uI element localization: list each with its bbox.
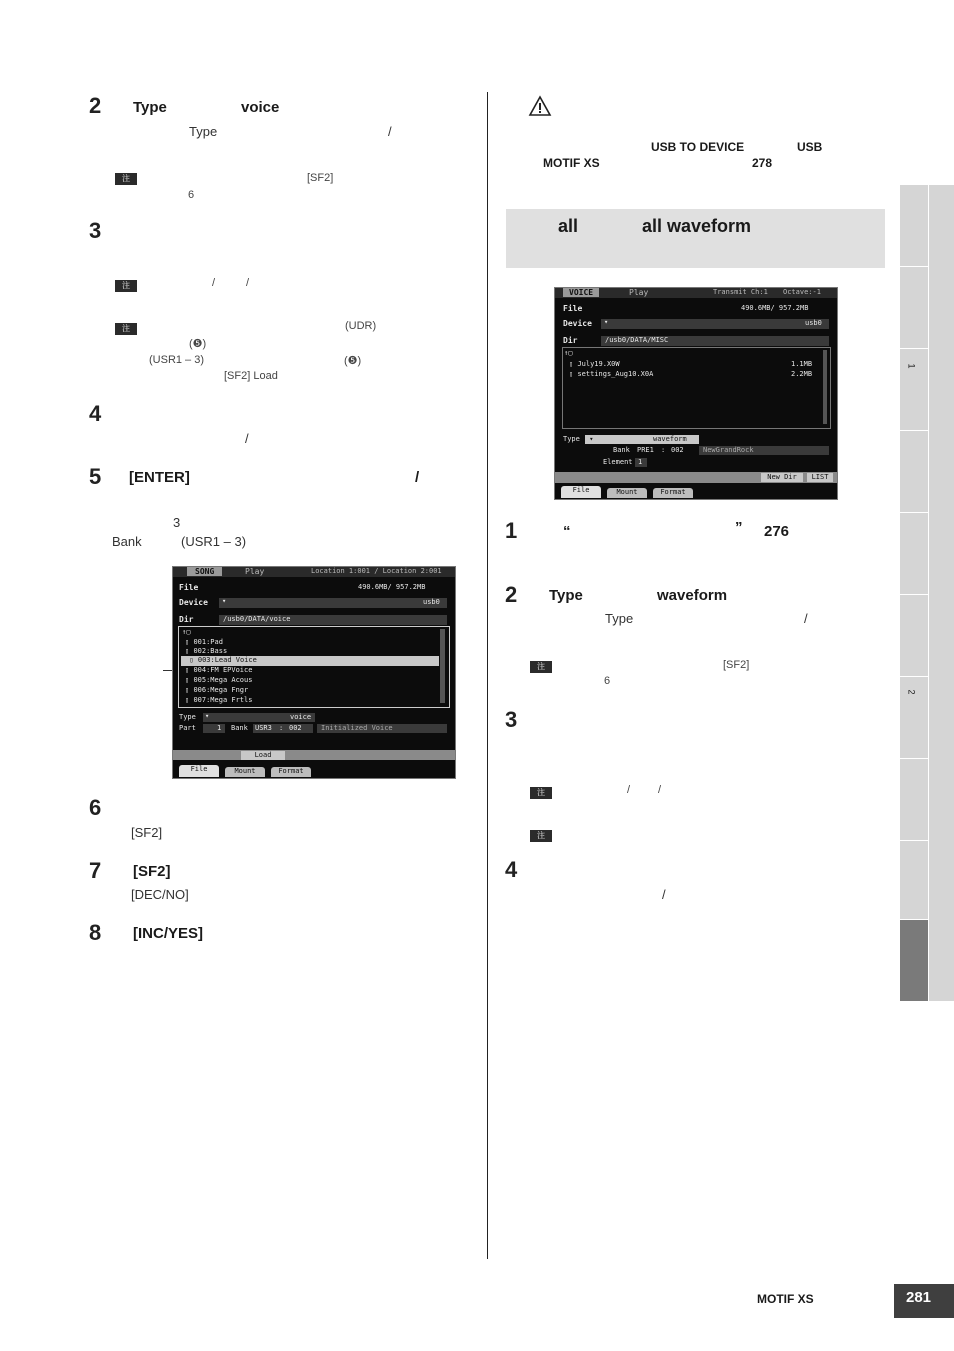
element-value: 1	[638, 458, 643, 466]
type-select[interactable]: ▾	[585, 435, 699, 444]
mode-label: VOICE	[563, 288, 599, 297]
list-item[interactable]: ▯ 001:Pad	[185, 638, 223, 646]
device-select[interactable]	[601, 319, 829, 329]
scrollbar[interactable]	[823, 350, 827, 424]
body-text: /	[388, 124, 392, 139]
list-button[interactable]: LIST	[807, 473, 833, 482]
note-text: (❺)	[344, 355, 362, 367]
location-label: Location 1:001 / Location 2:001	[311, 567, 442, 575]
part-field[interactable]	[203, 724, 225, 733]
dir-value: /usb0/DATA/MISC	[605, 336, 669, 344]
note-text: [SF2]	[307, 172, 334, 184]
note-icon: 注	[115, 323, 137, 335]
sidebar-tab-active[interactable]	[900, 920, 928, 1002]
body-text: /	[415, 469, 420, 486]
bank-label: Bank	[231, 724, 248, 732]
caution-text: MOTIF XS	[543, 156, 600, 170]
sidebar-tab-1[interactable]	[900, 349, 928, 431]
list-item[interactable]: ▯ 002:Bass	[185, 647, 228, 655]
step-number: 2	[89, 93, 102, 118]
tab-mount[interactable]: Mount	[225, 767, 265, 777]
play-label: Play	[629, 288, 649, 297]
page-number-box	[894, 1284, 954, 1318]
footer-brand: MOTIF XS	[757, 1292, 814, 1306]
note-text: /	[212, 277, 216, 289]
note-text: /	[658, 784, 662, 796]
step-number: 1	[505, 518, 518, 543]
tab-file[interactable]: File	[561, 486, 601, 498]
step-number: 2	[505, 582, 518, 607]
list-item[interactable]: ▯ 007:Mega Frtls	[185, 696, 253, 704]
body-text: Bank	[112, 534, 142, 549]
caution-page-ref: 278	[752, 156, 773, 170]
section-title-waveform: all waveform	[642, 216, 752, 236]
memory-readout: 490.6MB/ 957.2MB	[358, 583, 426, 591]
list-item[interactable]: ▯ 006:Mega Fngr	[185, 686, 249, 694]
sidebar-label: 1	[906, 363, 917, 369]
type-value: voice	[290, 713, 312, 721]
octave-label: Octave:-1	[783, 288, 821, 296]
sidebar-tab-2[interactable]	[900, 677, 928, 759]
list-item[interactable]: ▯ settings_Aug10.X0A	[569, 370, 654, 378]
step-number: 3	[505, 707, 518, 732]
sidebar-tab[interactable]	[900, 185, 928, 267]
bank-number: 002	[671, 446, 684, 454]
sidebar-label: 2	[906, 689, 917, 695]
key-label-sf2: [SF2]	[133, 863, 171, 880]
note-icon: 注	[115, 173, 137, 185]
note-text: /	[627, 784, 631, 796]
page-ref: 276	[764, 523, 790, 540]
caution-text: USB TO DEVICE	[651, 140, 745, 154]
part-value: 1	[217, 724, 222, 732]
file-label: File	[563, 304, 583, 313]
key-label-incyes: [INC/YES]	[133, 925, 204, 942]
voice-name: NewGrandRock	[703, 446, 754, 454]
scrollbar[interactable]	[440, 629, 445, 703]
column-divider	[487, 92, 488, 1259]
caution-text: USB	[797, 140, 823, 154]
device-select[interactable]	[219, 598, 447, 608]
up-folder-icon[interactable]: ↑▢	[182, 628, 191, 636]
element-label: Element	[603, 458, 633, 466]
new-dir-button[interactable]: New Dir	[761, 473, 803, 482]
sidebar-tab[interactable]	[900, 595, 928, 677]
list-item-selected[interactable]: ▯ 003:Lead Voice	[181, 656, 439, 666]
sidebar-tab[interactable]	[900, 431, 928, 513]
list-item[interactable]: ▯ July19.X0W	[569, 360, 620, 368]
type-value: waveform	[653, 435, 687, 443]
note-icon: 注	[530, 661, 552, 673]
type-label: Type	[563, 435, 580, 443]
body-text: (USR1 – 3)	[181, 534, 247, 549]
sidebar-strip	[929, 185, 954, 1001]
dir-value: /usb0/DATA/voice	[223, 615, 291, 623]
lcd-screen-voice: VOICE Play Transmit Ch:1 Octave:-1 File 490.6MB/ 957.2MB Device ▾ usb0 Dir /usb0/DATA/MISC ↑▢ ▯ July19.X0W 1.1MB ▯ settings_Aug10.X0A 2.2MB Type ▾ waveform Bank PRE1 : 002 NewGrandRock Element 1 New Dir LIST File Mount Format	[554, 287, 838, 500]
sidebar-tab[interactable]	[900, 513, 928, 595]
step-heading-waveform: waveform	[657, 587, 728, 604]
note-text: (UDR)	[345, 320, 377, 332]
body-text: 3	[173, 515, 181, 530]
step-number: 4	[505, 857, 518, 882]
body-text: /	[804, 611, 808, 626]
body-text: Type	[605, 611, 634, 626]
key-label-enter: [ENTER]	[129, 469, 190, 486]
device-label: Device	[179, 598, 208, 607]
file-label: File	[179, 583, 199, 592]
device-label: Device	[563, 319, 592, 328]
quote-mark: ”	[735, 519, 743, 536]
note-text: [SF2]	[723, 659, 750, 671]
tab-mount[interactable]: Mount	[607, 488, 647, 498]
list-item[interactable]: ▯ 005:Mega Acous	[185, 676, 253, 684]
load-button[interactable]: Load	[241, 751, 285, 760]
mode-label: SONG	[187, 567, 222, 576]
note-text: (USR1 – 3)	[149, 354, 205, 366]
section-title-all: all	[558, 216, 579, 236]
bank-value: PRE1	[637, 446, 654, 454]
bank-label: Bank	[613, 446, 630, 454]
file-size: 1.1MB	[791, 360, 813, 368]
key-label-decno: [DEC/NO]	[131, 887, 189, 902]
voice-name: Initialized Voice	[321, 724, 393, 732]
step-heading-type: Type	[133, 99, 167, 116]
step-heading-type: Type	[549, 587, 583, 604]
bank-value: USR3	[255, 724, 272, 732]
note-text: (❺)	[189, 338, 207, 350]
device-value: usb0	[805, 319, 822, 327]
tab-file[interactable]: File	[179, 765, 219, 777]
body-text: /	[245, 431, 249, 446]
sidebar-tab[interactable]	[900, 841, 928, 920]
device-value: usb0	[423, 598, 440, 606]
up-folder-icon[interactable]: ↑▢	[564, 349, 573, 357]
memory-readout: 490.6MB/ 957.2MB	[741, 304, 809, 312]
sidebar-tab[interactable]	[900, 267, 928, 349]
type-label: Type	[179, 713, 196, 721]
step-number: 5	[89, 464, 102, 489]
sidebar-tab[interactable]	[900, 759, 928, 841]
play-label: Play	[245, 567, 265, 576]
note-text: [SF2] Load	[224, 370, 278, 382]
step-number: 3	[89, 218, 102, 243]
body-text: /	[662, 887, 666, 902]
note-icon: 注	[530, 787, 552, 799]
lcd-screen-song: SONG Play Location 1:001 / Location 2:001 File 490.6MB/ 957.2MB Device ▾ usb0 Dir /usb0/DATA/voice ↑▢ ▯ 001:Pad ▯ 002:Bass ▯ 003:Lead Voice ▯ 004:FM EPVoice ▯ 005:Mega Acous ▯ 006:Mega Fngr ▯ 007:Mega Frtls Type ▾ voice Part 1 Bank USR3 : 002 Initialized Voice Load File Mount Format	[172, 566, 456, 779]
part-label: Part	[179, 724, 196, 732]
note-text: 6	[604, 675, 611, 687]
quote-mark: “	[563, 523, 571, 540]
dir-label: Dir	[563, 336, 578, 345]
note-text: /	[246, 277, 250, 289]
body-text: Type	[189, 124, 218, 139]
step-number: 7	[89, 858, 102, 883]
page-number: 281	[906, 1289, 932, 1306]
dir-label: Dir	[179, 615, 194, 624]
warning-icon	[528, 95, 552, 122]
tab-format[interactable]: Format	[653, 488, 693, 498]
step-number: 8	[89, 920, 102, 945]
bank-number: 002	[289, 724, 302, 732]
body-text: [SF2]	[131, 825, 163, 840]
step-number: 4	[89, 401, 102, 426]
tab-format[interactable]: Format	[271, 767, 311, 777]
note-icon: 注	[115, 280, 137, 292]
step-number: 6	[89, 795, 102, 820]
note-icon: 注	[530, 830, 552, 842]
file-size: 2.2MB	[791, 370, 813, 378]
transmit-label: Transmit Ch:1	[713, 288, 768, 296]
note-text: 6	[188, 189, 195, 201]
step-heading-voice: voice	[241, 99, 280, 116]
list-item[interactable]: ▯ 004:FM EPVoice	[185, 666, 253, 674]
